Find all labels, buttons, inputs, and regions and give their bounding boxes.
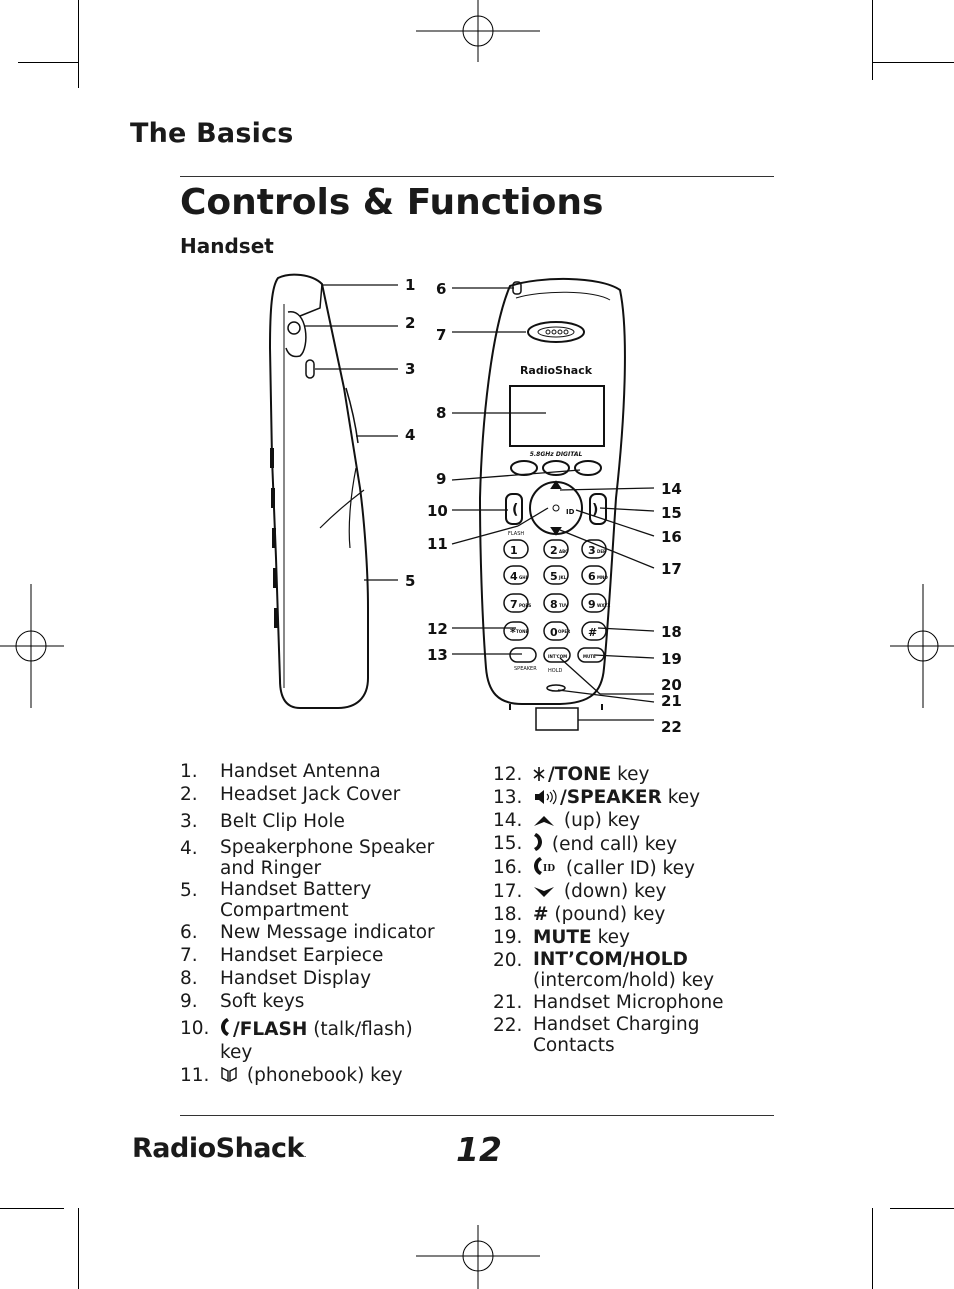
- talk-icon: [220, 1017, 230, 1037]
- list-item: 19. MUTE key: [493, 927, 630, 948]
- svg-text:8: 8: [436, 404, 447, 422]
- down-arrow-icon: [533, 885, 555, 899]
- svg-text:21: 21: [661, 692, 682, 710]
- svg-text:14: 14: [661, 480, 682, 498]
- star-icon: [533, 766, 545, 782]
- handset-diagram: [260, 268, 700, 740]
- list-item: 22. Handset Charging Contacts: [493, 1014, 700, 1056]
- svg-text:10: 10: [427, 502, 448, 520]
- svg-text:ID: ID: [566, 508, 575, 516]
- crop-mark: [890, 1208, 954, 1209]
- list-item: 14. (up) key: [493, 810, 641, 831]
- list-item: 8. Handset Display: [180, 968, 372, 989]
- svg-text:5.8GHz DIGITAL: 5.8GHz DIGITAL: [529, 451, 583, 458]
- svg-text:PQRS: PQRS: [519, 603, 532, 608]
- registration-mark-right: [890, 584, 954, 708]
- registration-mark-top: [416, 0, 540, 64]
- footer-divider: [180, 1115, 774, 1116]
- svg-text:22: 22: [661, 718, 682, 736]
- list-item: 16. ID (caller ID) key: [493, 857, 695, 879]
- list-item: 21. Handset Microphone: [493, 992, 724, 1013]
- speaker-icon: [533, 789, 557, 805]
- brand-logo: RadioShack.: [132, 1133, 307, 1164]
- subheading: Handset: [180, 234, 274, 258]
- crop-mark: [0, 1208, 64, 1209]
- svg-text:12: 12: [427, 620, 448, 638]
- svg-text:OPER: OPER: [558, 629, 571, 634]
- parts-list-right: [493, 763, 783, 1056]
- svg-text:JKL: JKL: [559, 575, 567, 580]
- list-item: 12. /TONE key: [493, 764, 650, 785]
- svg-text:20: 20: [661, 676, 682, 694]
- caller-id-icon: [533, 856, 557, 876]
- svg-text:GHI: GHI: [519, 575, 528, 580]
- page-title: Controls & Functions: [180, 182, 604, 223]
- parts-list-left: [180, 760, 450, 1087]
- end-call-icon: [533, 832, 543, 852]
- list-item: 10. /FLASH (talk/flash) key: [180, 1018, 413, 1063]
- list-item: 9. Soft keys: [180, 991, 305, 1012]
- svg-text:RadioShack: RadioShack: [519, 364, 593, 377]
- list-item: 4. Speakerphone Speaker and Ringer: [180, 837, 435, 879]
- up-arrow-icon: [533, 814, 555, 828]
- svg-text:#: #: [588, 626, 598, 639]
- crop-mark: [18, 62, 78, 63]
- svg-text:DEF: DEF: [597, 549, 606, 554]
- svg-text:6: 6: [436, 280, 447, 298]
- list-item: 3. Belt Clip Hole: [180, 811, 345, 832]
- crop-mark: [872, 62, 954, 63]
- svg-text:ABC: ABC: [559, 549, 569, 554]
- crop-mark: [78, 1208, 79, 1289]
- list-item: 6. New Message indicator: [180, 922, 435, 943]
- svg-text:2: 2: [405, 314, 416, 332]
- list-item: 15. (end call) key: [493, 833, 678, 855]
- svg-text:SPEAKER: SPEAKER: [514, 666, 537, 672]
- list-item: 18. # (pound) key: [493, 904, 666, 925]
- svg-text:9: 9: [588, 598, 596, 611]
- svg-text:2: 2: [550, 544, 558, 557]
- list-item: 7. Handset Earpiece: [180, 945, 384, 966]
- divider: [180, 176, 774, 177]
- registration-mark-left: [0, 584, 64, 708]
- svg-text:): ): [592, 502, 599, 518]
- svg-text:5: 5: [550, 570, 558, 583]
- svg-text:11: 11: [427, 535, 448, 553]
- svg-text:WXYZ: WXYZ: [597, 603, 611, 608]
- phonebook-icon: [220, 1065, 238, 1083]
- crop-mark: [872, 0, 873, 80]
- registration-mark-bottom: [416, 1225, 540, 1289]
- list-item: 11. (phonebook) key: [180, 1065, 403, 1086]
- svg-text:FLASH: FLASH: [508, 531, 525, 537]
- page-number: 12: [456, 1130, 502, 1169]
- svg-text:5: 5: [405, 572, 416, 590]
- svg-text:1: 1: [405, 276, 416, 294]
- svg-text:TUV: TUV: [559, 603, 569, 608]
- svg-text:16: 16: [661, 528, 682, 546]
- list-item: 1. Handset Antenna: [180, 761, 381, 782]
- svg-text:0: 0: [550, 626, 558, 639]
- svg-text:3: 3: [405, 360, 416, 378]
- handset-side-view: [270, 275, 368, 708]
- svg-text:4: 4: [405, 426, 416, 444]
- svg-text:9: 9: [436, 470, 447, 488]
- svg-text:3: 3: [588, 544, 596, 557]
- svg-text:15: 15: [661, 504, 682, 522]
- svg-text:HOLD: HOLD: [548, 668, 563, 674]
- list-item: 5. Handset Battery Compartment: [180, 879, 372, 921]
- svg-text:MNO: MNO: [597, 575, 608, 580]
- crop-mark: [872, 1208, 873, 1289]
- crop-mark: [78, 0, 79, 88]
- svg-text:7: 7: [436, 326, 447, 344]
- svg-text:TONE: TONE: [516, 629, 529, 634]
- svg-text:17: 17: [661, 560, 682, 578]
- svg-text:MUTE: MUTE: [583, 654, 596, 659]
- svg-text:19: 19: [661, 650, 682, 668]
- handset-front-view: [480, 279, 625, 730]
- svg-text:4: 4: [510, 570, 518, 583]
- list-item: 13. /SPEAKER key: [493, 787, 701, 808]
- list-item: 20. INT’COM/HOLD (intercom/hold) key: [493, 949, 715, 991]
- svg-text:18: 18: [661, 623, 682, 641]
- list-item: 17. (down) key: [493, 881, 667, 902]
- svg-text:13: 13: [427, 646, 448, 664]
- svg-text:8: 8: [550, 598, 558, 611]
- list-item: 2. Headset Jack Cover: [180, 784, 401, 805]
- svg-text:*: *: [510, 626, 516, 639]
- svg-text:1: 1: [510, 544, 518, 557]
- section-title: The Basics: [130, 118, 294, 149]
- svg-text:7: 7: [510, 598, 518, 611]
- svg-text:(: (: [512, 502, 519, 518]
- svg-text:6: 6: [588, 570, 596, 583]
- svg-text:INT'COM: INT'COM: [548, 654, 568, 659]
- svg-text:ID: ID: [543, 864, 556, 874]
